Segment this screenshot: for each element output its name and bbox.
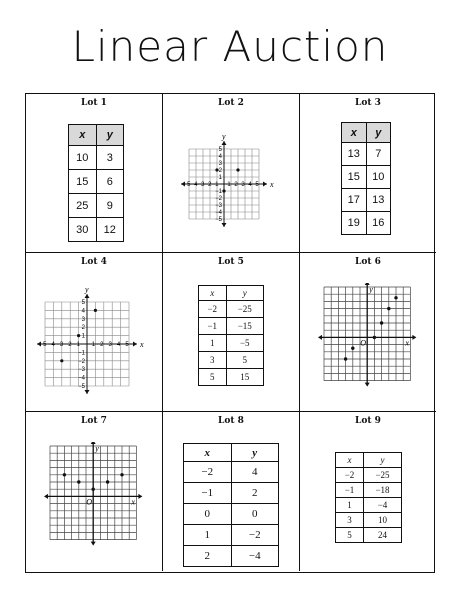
data-point: [77, 480, 80, 483]
table-cell: −5: [226, 335, 263, 352]
table-cell: 19: [342, 212, 367, 235]
table-cell: 5: [226, 352, 263, 369]
table-header: y: [231, 444, 279, 462]
table-cell: 15: [226, 369, 263, 386]
y-tick-label: 5: [81, 300, 85, 306]
page-title: Linear Auction: [71, 22, 389, 71]
y-tick-label: −1: [78, 350, 85, 357]
y-tick-label: −4: [215, 210, 222, 216]
x-tick-label: 3: [241, 182, 245, 188]
table-cell: 17: [342, 189, 367, 212]
table-cell: 0: [231, 504, 279, 525]
table-cell: −4: [363, 498, 401, 513]
y-tick-label: −3: [78, 367, 85, 374]
x-tick-label: 4: [116, 342, 121, 348]
table-header: x: [184, 444, 232, 462]
table-cell: −2: [184, 462, 232, 483]
y-tick-label: 4: [218, 154, 222, 160]
y-axis-arrow: [222, 141, 227, 145]
table-cell: −1: [184, 483, 232, 504]
x-axis-arrow: [44, 494, 48, 499]
data-point: [387, 307, 390, 310]
x-axis-arrow: [138, 494, 142, 499]
x-tick-label: 4: [248, 182, 252, 188]
lot-2-cell: [163, 94, 300, 253]
table-cell: −2: [231, 525, 279, 546]
lot-3-label: Lot 3: [355, 98, 381, 108]
data-point: [373, 336, 376, 339]
table-cell: 1: [199, 335, 227, 352]
data-point: [215, 168, 218, 171]
y-tick-label: 2: [81, 325, 85, 332]
x-axis-arrow: [412, 335, 416, 340]
lot-7-label: Lot 7: [81, 416, 107, 426]
x-axis-label: x: [140, 340, 144, 349]
table-cell: 2: [184, 546, 232, 567]
y-axis-arrow: [365, 383, 370, 387]
table-cell: 15: [69, 170, 97, 194]
x-tick-label: 2: [100, 342, 104, 348]
x-tick-label: −5: [183, 182, 191, 188]
lot-4-graph: [28, 268, 160, 410]
x-tick-label: −1: [211, 182, 219, 188]
table-cell: 1: [184, 525, 232, 546]
x-axis-arrow: [318, 335, 322, 340]
lot-5-cell: [163, 253, 300, 412]
y-axis-arrow: [91, 542, 96, 546]
lot-grid: [25, 93, 435, 573]
data-point: [106, 480, 109, 483]
table-header: x: [69, 125, 97, 146]
table-header: y: [366, 123, 391, 143]
y-tick-label: 1: [81, 333, 85, 340]
table-cell: −15: [226, 318, 263, 335]
y-axis-label: y: [95, 444, 99, 453]
y-axis-label: y: [85, 285, 89, 294]
lot-1-cell: [26, 94, 163, 253]
y-tick-label: −1: [215, 189, 222, 195]
table-cell: 10: [363, 513, 401, 528]
table-cell: −1: [199, 318, 227, 335]
table-cell: −18: [363, 483, 401, 498]
lot-4-label: Lot 4: [81, 257, 107, 267]
data-point: [77, 334, 80, 337]
x-tick-label: −4: [47, 342, 55, 348]
data-point: [344, 357, 347, 360]
table-cell: 2: [231, 483, 279, 504]
y-tick-label: −3: [215, 203, 222, 209]
x-tick-label: 2: [234, 182, 238, 188]
x-tick-label: −2: [64, 342, 72, 348]
x-tick-label: −4: [190, 182, 198, 188]
table-cell: −1: [336, 483, 364, 498]
table-cell: 30: [69, 218, 97, 242]
table-cell: 10: [69, 146, 97, 170]
table-cell: 3: [336, 513, 364, 528]
table-cell: 3: [199, 352, 227, 369]
data-point: [63, 473, 66, 476]
table-header: x: [199, 286, 227, 301]
table-header: y: [226, 286, 263, 301]
y-axis-label: y: [222, 132, 226, 141]
table-cell: −25: [363, 468, 401, 483]
table-header: y: [363, 453, 401, 468]
x-tick-label: −2: [204, 182, 212, 188]
table-cell: 24: [363, 528, 401, 543]
table-cell: 3: [96, 146, 124, 170]
table-cell: 1: [336, 498, 364, 513]
y-tick-label: 5: [218, 147, 222, 153]
lot-9-cell: [300, 412, 436, 571]
table-header: y: [96, 125, 124, 146]
y-tick-label: −4: [78, 375, 85, 382]
table-cell: 10: [366, 166, 391, 189]
y-tick-label: 1: [218, 175, 222, 181]
y-tick-label: −5: [78, 384, 85, 390]
x-tick-label: −5: [39, 342, 47, 348]
lot-8-label: Lot 8: [218, 416, 244, 426]
table-cell: 25: [69, 194, 97, 218]
origin-label: O: [86, 497, 92, 507]
table-cell: 13: [366, 189, 391, 212]
lot-7-cell: [26, 412, 163, 571]
x-axis-label: x: [131, 497, 135, 507]
table-cell: 0: [184, 504, 232, 525]
table-cell: 16: [366, 212, 391, 235]
table-cell: 7: [366, 143, 391, 166]
data-point: [394, 296, 397, 299]
table-cell: 12: [96, 218, 124, 242]
lot-6-cell: [300, 253, 436, 412]
x-tick-label: −3: [56, 342, 64, 348]
y-tick-label: 2: [218, 168, 222, 174]
y-axis-label: y: [369, 285, 373, 294]
y-tick-label: −2: [78, 358, 85, 365]
lot-3-cell: [300, 94, 436, 253]
lot-5-table: [198, 285, 264, 386]
data-point: [92, 488, 95, 491]
lot-7-graph: [44, 442, 144, 546]
lot-2-label: Lot 2: [218, 98, 244, 108]
lot-8-cell: [163, 412, 300, 571]
y-axis-arrow: [85, 294, 90, 298]
y-tick-label: 3: [218, 161, 222, 167]
x-tick-label: 1: [91, 342, 96, 348]
data-point: [60, 359, 63, 362]
lot-6-label: Lot 6: [355, 257, 381, 267]
x-axis-arrow: [133, 342, 137, 347]
table-cell: −25: [226, 301, 263, 318]
x-tick-label: 5: [255, 182, 259, 188]
lot-8-table: [183, 443, 279, 567]
lot-4-cell: [26, 253, 163, 412]
table-cell: 5: [336, 528, 364, 543]
lot-6-graph: [318, 283, 418, 387]
origin-label: O: [360, 338, 366, 348]
data-point: [222, 189, 225, 192]
table-cell: −4: [231, 546, 279, 567]
table-cell: 6: [96, 170, 124, 194]
table-header: x: [342, 123, 367, 143]
x-tick-label: −1: [73, 342, 81, 348]
table-header: x: [336, 453, 364, 468]
lot-3-table: [341, 122, 391, 235]
data-point: [236, 168, 239, 171]
table-cell: 13: [342, 143, 367, 166]
table-cell: −2: [336, 468, 364, 483]
table-cell: 5: [199, 369, 227, 386]
lot-1-label: Lot 1: [81, 98, 107, 108]
x-tick-label: 1: [227, 182, 231, 188]
y-tick-label: 3: [81, 316, 85, 323]
y-axis-arrow: [222, 223, 227, 227]
x-tick-label: −3: [197, 182, 205, 188]
table-cell: 9: [96, 194, 124, 218]
lot-9-table: [335, 452, 402, 543]
x-tick-label: 5: [125, 342, 129, 348]
lot-5-label: Lot 5: [218, 257, 244, 267]
x-tick-label: 3: [108, 342, 112, 348]
y-tick-label: −2: [215, 196, 222, 202]
x-axis-arrow: [263, 182, 267, 187]
data-point: [351, 347, 354, 350]
x-axis-label: x: [405, 338, 409, 348]
lot-9-label: Lot 9: [355, 416, 381, 426]
lot-1-table: [68, 124, 124, 242]
data-point: [380, 321, 383, 324]
data-point: [120, 473, 123, 476]
y-tick-label: 4: [81, 308, 85, 315]
table-cell: 4: [231, 462, 279, 483]
data-point: [94, 309, 97, 312]
table-cell: 15: [342, 166, 367, 189]
x-axis-label: x: [270, 180, 274, 189]
table-cell: −2: [199, 301, 227, 318]
y-axis-arrow: [85, 390, 90, 394]
y-tick-label: −5: [215, 217, 222, 223]
lot-2-graph: [166, 114, 296, 249]
